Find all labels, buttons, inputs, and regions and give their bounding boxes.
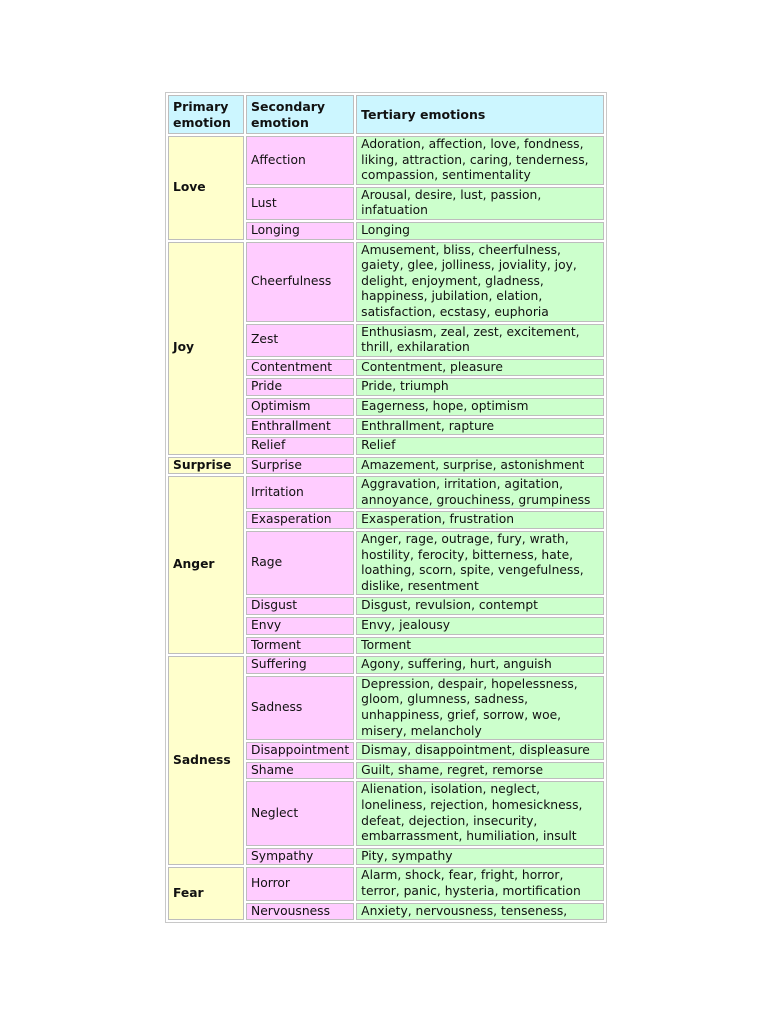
header-primary: Primary emotion: [168, 95, 244, 134]
secondary-emotion-cell: Suffering: [246, 656, 354, 674]
secondary-emotion-cell: Irritation: [246, 476, 354, 509]
secondary-emotion-cell: Shame: [246, 762, 354, 780]
table-body: [168, 136, 604, 920]
tertiary-emotions-cell: Torment: [356, 637, 604, 655]
header-tertiary: Tertiary emotions: [356, 95, 604, 134]
tertiary-emotions-cell: Pity, sympathy: [356, 848, 604, 866]
tertiary-emotions-cell: Amazement, surprise, astonishment: [356, 457, 604, 475]
secondary-emotion-cell: Sadness: [246, 676, 354, 740]
tertiary-emotions-cell: Adoration, affection, love, fondness, liking, attraction, caring, tenderness, compassion, sentimentality: [356, 136, 604, 185]
tertiary-emotions-cell: Dismay, disappointment, displeasure: [356, 742, 604, 760]
tertiary-emotions-cell: Agony, suffering, hurt, anguish: [356, 656, 604, 674]
primary-emotion-cell: Sadness: [168, 656, 244, 865]
tertiary-emotions-cell: Aggravation, irritation, agitation, annoyance, grouchiness, grumpiness: [356, 476, 604, 509]
table-row: [168, 457, 604, 475]
tertiary-emotions-cell: Guilt, shame, regret, remorse: [356, 762, 604, 780]
emotion-table: [165, 92, 607, 923]
table-row: [168, 242, 604, 322]
secondary-emotion-cell: Horror: [246, 867, 354, 900]
secondary-emotion-cell: Cheerfulness: [246, 242, 354, 322]
primary-emotion-cell: Fear: [168, 867, 244, 920]
secondary-emotion-cell: Lust: [246, 187, 354, 220]
table-row: [168, 656, 604, 674]
secondary-emotion-cell: Envy: [246, 617, 354, 635]
tertiary-emotions-cell: [356, 903, 604, 921]
tertiary-emotions-cell: Enthusiasm, zeal, zest, excitement, thrill, exhilaration: [356, 324, 604, 357]
tertiary-emotions-cell: Envy, jealousy: [356, 617, 604, 635]
secondary-emotion-cell: Zest: [246, 324, 354, 357]
secondary-emotion-cell: Exasperation: [246, 511, 354, 529]
primary-emotion-cell: Anger: [168, 476, 244, 654]
tertiary-emotions-cell: Longing: [356, 222, 604, 240]
secondary-emotion-cell: Rage: [246, 531, 354, 595]
secondary-emotion-cell: Pride: [246, 378, 354, 396]
secondary-emotion-cell: Neglect: [246, 781, 354, 845]
header-secondary: Secondary emotion: [246, 95, 354, 134]
secondary-emotion-cell: Enthrallment: [246, 418, 354, 436]
tertiary-emotions-cell: Alarm, shock, fear, fright, horror, terror, panic, hysteria, mortification: [356, 867, 604, 900]
secondary-emotion-cell: Disgust: [246, 597, 354, 615]
tertiary-emotions-cell: Alienation, isolation, neglect, loneliness, rejection, homesickness, defeat, dejection, insecurity, embarrassment, humiliation, insult: [356, 781, 604, 845]
secondary-emotion-cell: Relief: [246, 437, 354, 455]
header-row: [168, 95, 604, 134]
tertiary-emotions-cell: Eagerness, hope, optimism: [356, 398, 604, 416]
secondary-emotion-cell: Surprise: [246, 457, 354, 475]
secondary-emotion-cell: Contentment: [246, 359, 354, 377]
tertiary-emotions-cell: Exasperation, frustration: [356, 511, 604, 529]
tertiary-emotions-cell: Enthrallment, rapture: [356, 418, 604, 436]
primary-emotion-cell: Joy: [168, 242, 244, 455]
primary-emotion-cell: Surprise: [168, 457, 244, 475]
tertiary-emotions-cell: Depression, despair, hopelessness, gloom, glumness, sadness, unhappiness, grief, sorrow, woe, misery, melancholy: [356, 676, 604, 740]
tertiary-emotions-cell: Contentment, pleasure: [356, 359, 604, 377]
table-row: [168, 867, 604, 900]
tertiary-emotions-cell: Arousal, desire, lust, passion, infatuation: [356, 187, 604, 220]
tertiary-emotions-cell: Pride, triumph: [356, 378, 604, 396]
table-row: [168, 136, 604, 185]
secondary-emotion-cell: Optimism: [246, 398, 354, 416]
tertiary-emotions-cell: Relief: [356, 437, 604, 455]
table-row: [168, 476, 604, 509]
tertiary-emotions-cell: Disgust, revulsion, contempt: [356, 597, 604, 615]
tertiary-emotions-text: Anxiety, nervousness, tenseness,: [361, 903, 568, 918]
primary-emotion-cell: Love: [168, 136, 244, 240]
secondary-emotion-cell: Affection: [246, 136, 354, 185]
secondary-emotion-cell: Torment: [246, 637, 354, 655]
secondary-emotion-cell: Disappointment: [246, 742, 354, 760]
tertiary-emotions-cell: Amusement, bliss, cheerfulness, gaiety, glee, jolliness, joviality, joy, delight, enjoyment, gladness, happiness, jubilation, elation, satisfaction, ecstasy, euphoria: [356, 242, 604, 322]
secondary-emotion-cell: Nervousness: [246, 903, 354, 921]
tertiary-emotions-cell: Anger, rage, outrage, fury, wrath, hostility, ferocity, bitterness, hate, loathing, scorn, spite, vengefulness, dislike, resentment: [356, 531, 604, 595]
secondary-emotion-cell: Longing: [246, 222, 354, 240]
secondary-emotion-cell: Sympathy: [246, 848, 354, 866]
